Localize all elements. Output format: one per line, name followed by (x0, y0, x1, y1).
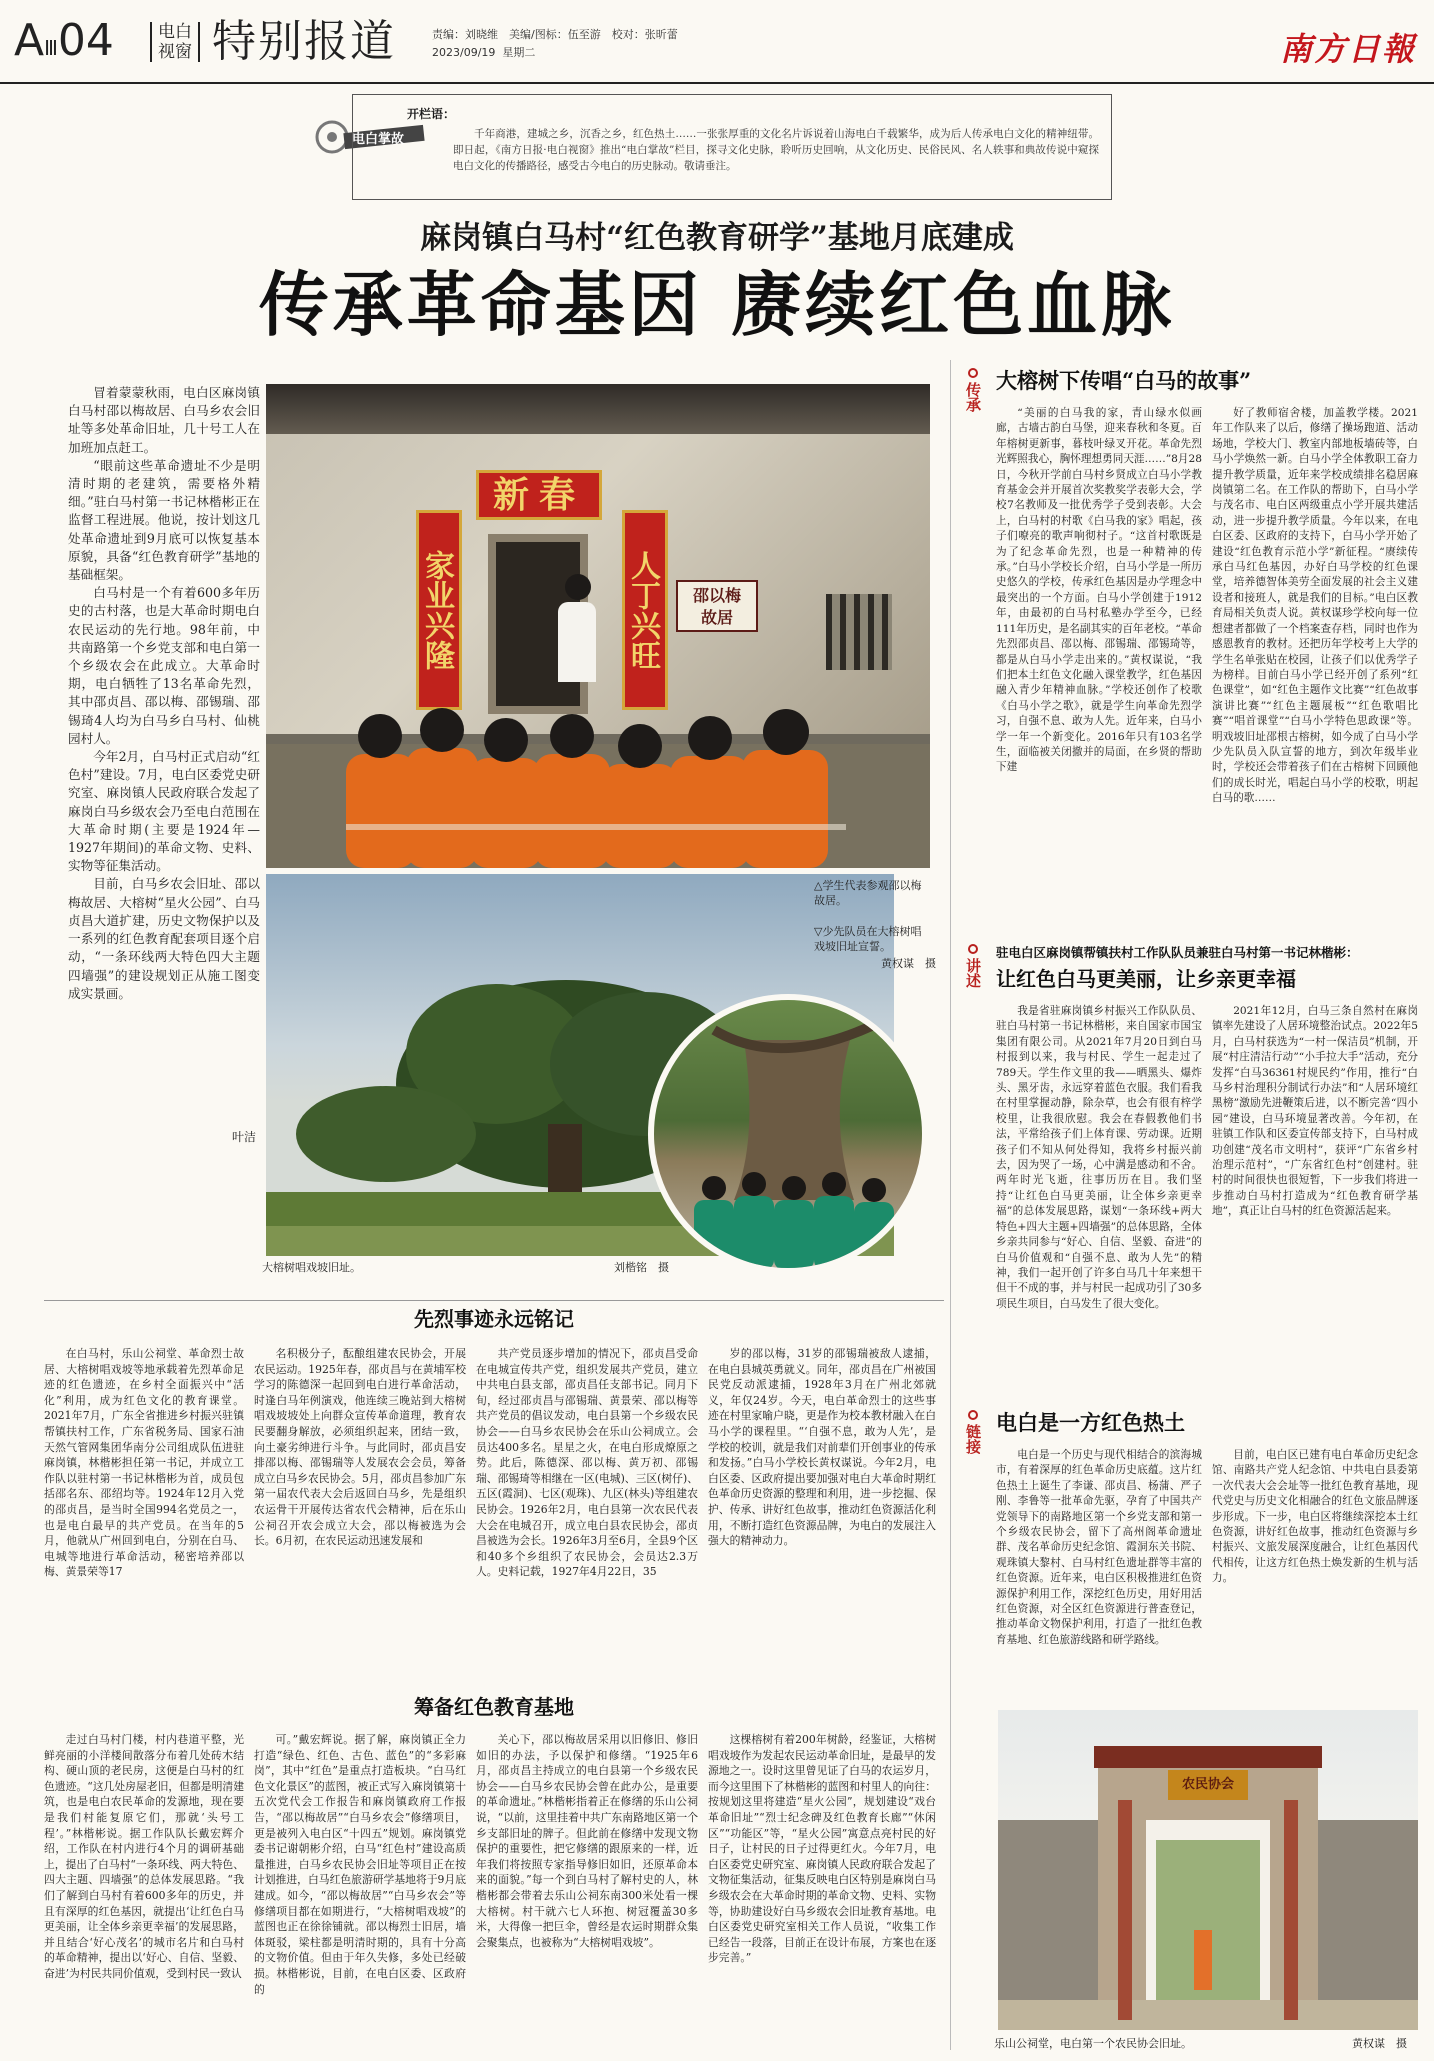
section2-title: 先烈事迹永远铭记 (414, 1307, 574, 1331)
lead-paragraph: 白马村是一个有着600多年历史的古村落，也是大革命时期电白农民运动的先行地。98年前，中共南路第一个乡党支部和电白第一个乡级农会在此成立。大革命时期，电白牺牲了13名革命先烈，其中邵贞昌、邵以梅、邵锡瑞、邵锡琦4人均为白马乡白马村、仙桃园村人。 (68, 585, 260, 746)
right-mid-col2: 2021年12月，白马三条自然村在麻岗镇率先建设了人居环境整治试点。2022年5月，白马村获选为“一村一保洁员”机制，开展“村庄清洁行动”“小手拉大手”活动，充分发挥“白马36361村规民约”作用，推行“白马乡村治理积分制试行办法”和“人居环境红黑榜”激励先进鞭策后进，以不断完善“四小园”建设，白马环境显著改善。今年初，在驻镇工作队和区委宣传部支持下，白马村成功创建“茂名市文明村”，获评“广东省乡村治理示范村”，“广东省红色村”创建村。驻村的时间很快也很短暂，下一步我们将进一步推动白马村打造成为“红色教育研学基地”，真正让白马村的红色资源活起来。 (1212, 1005, 1418, 1218)
page-number (14, 16, 114, 73)
caption-top-2: ▽少先队员在大榕树唱戏坡旧址宣誓。 (814, 925, 922, 953)
couplet-right: 人丁兴旺 (622, 510, 668, 710)
caption-gate: 乐山公祠堂，电白第一个农民协会旧址。 (994, 2037, 1192, 2050)
masthead-logo: 南方日報 (1279, 30, 1416, 68)
section3-col1: 走过白马村门楼，村内巷道平整，光鲜亮丽的小洋楼间散落分布着几处砖木结构、硬山顶的老民房，这便是白马村的红色遗迹。“这几处房屋老旧，但都是明清建筑，也是电白农民革命的发源地，现在要是我们村能复原它们，那就‘头号工程’。”林楷彬说。据工作队队长戴宏辉介绍，工作队在村内进行4个月的调研基础上，提出了白马村“一条环线、两大特色、四大主题、四墙强”的总体发展思路。“我们了解到白马村有着600多年的历史，并且有深厚的红色基因，就提出‘让红色白马更美丽，让全体乡亲更幸福’的发展思路，并且结合‘好心茂名’的城市名片和白马村的革命精神，提出以‘好心、自信、坚毅、奋进’为村民共同价值观，受到村民一致认 (44, 1733, 244, 1980)
page-roman: Ⅲ (44, 36, 58, 60)
tag-dot-icon (968, 1410, 978, 1420)
section-small-label (150, 22, 200, 62)
pioneers-illustration (654, 1000, 928, 1274)
photo-ancestral-hall (998, 1710, 1418, 2030)
caption-gate-credit: 黄权谋 摄 (1352, 2037, 1407, 2050)
right-mid-kicker: 驻电白区麻岗镇帮镇扶村工作队队员兼驻白马村第一书记林楷彬： (996, 945, 1359, 960)
side-tag-inherit (962, 368, 984, 412)
page-letter: A (14, 15, 45, 66)
section-divider (44, 1300, 944, 1301)
section-title: 特别报道 (212, 16, 396, 67)
photo-students (346, 684, 846, 868)
column-rule (950, 360, 951, 2050)
students-illustration (346, 684, 846, 868)
right-top-col2: 好了教师宿舍楼，加盖教学楼。2021年工作队来了以后，修缮了操场跑道、活动场地，学校大门、教室内部地板墙砖等，白马小学焕然一新。白马小学全体教职工奋力提升教学质量，近年来学校成绩排名稳居麻岗镇第二名。在工作队的帮助下，白马小学与茂名市、电白区两级重点小学开展共建活动，进一步提升教学质量。今年以来，在电白区委、区政府的支持下，白马小学开始了建设“红色教育示范小学”新征程。“赓续传承白马红色基因，办好白马学校的红色课堂，培养德智体美劳全面发展的社会主义建设者和接班人，就是我们的目标。”电白区教育局相关负责人说。黄权谋珍学校向每一位想建者都做了一个档案查存档，同时也作为感恩教育的教材。还把历年学校考上大学的学生名单张贴在校园，让孩子们以优秀学子为榜样。目前白马小学已经开创了系列“红色课堂”，如“红色主题作文比赛”“红色故事演讲比赛”“红色主题展板”“红色歌唱比赛”“唱首课堂”“白马小学特色思政课”等。明戏坡旧址邵根古榕树，如今成了白马小学少先队员入队宣誓的地方，到次年级毕业时，学校还会带着孩子们在古榕树下回顾他们的成长时光，唱起白马小学的校歌，明起白马的歌…… (1212, 407, 1418, 805)
plaque-line-1: 邵以梅 (692, 586, 741, 605)
right-low-col2: 目前，电白区已建有电白革命历史纪念馆、南路共产党人纪念馆、中共电白县委第一次代表大会会址等一批红色教育基地，现代党史与历史文化相融合的红色文旅品牌逐步形成。下一步，电白区将继续深挖本土红色资源，讲好红色故事，推动红色资源与乡村振兴、文旅发展深度融合，让红色基因代代相传，让这方红色热土焕发新的生机与活力。 (1212, 1449, 1418, 1585)
section2-col4: 岁的邵以梅，31岁的邵锡瑞被敌人逮捕，在电白县城英勇就义。同年，邵贞昌在广州被国民党反动派逮捕，1928年3月在广州北郊就义，年仅24岁。今天，电白革命烈士的这些事迹在村里家喻户晓，更是作为校本教材融入在白马小学的课程里。“‘自强不息，敢为人先’，是学校的校训，就是我们对前辈们开创事业的传承和发扬。”白马小学校长黄权谋说。今年2月，电白区委、区政府提出要加强对电白大革命时期红色革命历史资源的整理和利用，进一步挖掘、保护、传承、讲好红色故事，推动红色资源活化利用，不断打造红色资源品牌，为电白的发展注入强大的精神动力。 (708, 1347, 936, 1548)
preface-label: 开栏语： (407, 107, 456, 121)
gate-sign: 农民协会 (1181, 1777, 1234, 1792)
page-header (0, 0, 1434, 84)
lead-paragraph: 冒着蒙蒙秋雨，电白区麻岗镇白马村邵以梅故居、白马乡农会旧址等多处革命旧址，几十号工人在加班加点赶工。 (68, 385, 260, 455)
tag-dot-icon (968, 368, 978, 378)
plaque (676, 580, 758, 632)
right-low-title: 电白是一方红色热土 (996, 1410, 1185, 1435)
tag-dot-icon (968, 944, 978, 954)
right-top-title: 大榕树下传唱“白马的故事” (996, 368, 1252, 393)
section3-col4: 这棵榕树有着200年树龄，经鉴证，大榕树唱戏坡作为发起农民运动革命旧址，是最早的发源地之一。设时这里曾见证了白马的农运岁月，而今这里围下了林楷彬的蓝图和村里人的向往：按规划这里将建造“星火公园”，规划建设“戏台革命旧址”“烈士纪念碑及红色教育长廊”“休闲区”“功能区”等，“星火公园”寓意点亮村民的好日子，让村民的日子过得更红火。今年7月，电白区委党史研究室、麻岗镇人民政府联合发起了文物征集活动，征集反映电白区特别是麻岗白马乡级农会在大革命时期的革命文物、史料、实物等，协助建设好白马乡级农会旧址教育基地。电白区委党史研究室相关工作人员说，“收集工作已经告一段落，目前正在设计布展，方案也在逐步完善。” (708, 1733, 936, 1965)
page-digits: 04 (57, 15, 114, 66)
section-small-2: 视窗 (158, 42, 192, 62)
right-top-col1: “美丽的白马我的家，青山绿水似画廊，古墙古韵白马堡，迎来春秋和冬夏。百年榕树更新事，暮枝叶绿叉开花。革命先烈光辉照我心，胸怀理想勇同天涯……”8月28日，今秋开学前白马村乡贤成立白马小学教育基金会并开展首次奖教奖学表彰大会，学校7名教师及一批优秀学子受到表彰。大会上，白马村的村歌《白马我的家》唱起，孩子们嘹亮的歌声响彻村子。“这首村歌既是为了纪念革命先烈，也是一种精神的传承。”白马小学校长介绍，白马小学是一所历史悠久的学校，传承红色基因是办学理念中最突出的一个方面。白马小学创建于1912年，由最初的白马村私塾办学至今，已经111年历史，是名副其实的百年老校。“革命先烈邵贞昌、邵以梅、邵锡瑞、邵锡琦等，都是从白马小学走出来的。”黄权谋说，“我们把本土红色文化融入课堂教学，红色基因融入青少年精神血脉。”学校还创作了校歌《白马小学之歌》，就是学生向革命先烈学习，自强不息、敢为人先。近年来，白马小学一年一个新变化。2016年只有103名学生，面临被关闭撤并的局面，在乡贤的帮助下建 (996, 407, 1202, 774)
plaque-line-2: 故居 (700, 608, 733, 627)
lead-article-body (68, 384, 260, 1144)
editor-line: 责编：刘晓维 美编/图标：伍至游 校对：张昕蕾 (432, 28, 678, 41)
section2-col3: 共产党员逐步增加的情况下，邵贞昌受命在电城宣传共产党，组织发展共产党员，建立中共电白县支部，邵贞昌任支部书记。同月下旬，经过邵贞昌与邵锡瑞、黄景荣、邵以梅等共产党员的倡议发动，电白县第一个乡级农民协会——白马乡农民协会在乐山公祠成立。会员达400多名。星星之火，在电白形成燎原之势。此后，陈德深、邵以梅、黄万初、邵锡瑞、邵锡琦等相继在一区(电城)、三区(树仔)、五区(霞洞)、七区(观珠)、九区(林头)等组建农民协会。1926年2月，电白县第一次农民代表大会在电城召开，成立电白县农民协会，邵贞昌被选为会长。1926年3月至6月，全县9个区和40多个乡组织了农民协会，会员达2.3万人。史料记载，1927年4月22日，35 (476, 1347, 698, 1579)
lead-paragraph: “眼前这些革命遗址不少是明清时期的老建筑，需要格外精细。”驻白马村第一书记林楷彬正在监督工程进展。他说，按计划这几处革命遗址到9月底可以恢复基本原貌，具备“红色教育研学”基地的基础框架。 (68, 457, 260, 583)
section2-col1: 在白马村，乐山公祠堂、革命烈士故居、大榕树唱戏坡等地承载着先烈革命足迹的红色遗迹，在乡村全面振兴中“活化”利用，成为红色文化的教育课堂。2021年7月，广东全省推进乡村振兴驻镇帮镇扶村工作，广东省税务局、国家石油天然气管网集团华南分公司组成队伍进驻麻岗镇，林楷彬担任第一书记，并成立工作队以驻村第一书记林楷彬为首，成员包括邵名东、邵绍均等。1924年12月入党的邵贞昌，是当时全国994名党员之一，也是电白最早的共产党员。在当年的5月，他就从广州回到电白，分别在白马、电城等地进行革命活动，秘密培养邵以梅、黄景荣等17 (44, 1347, 244, 1579)
lead-paragraph: 目前，白马乡农会旧址、邵以梅故居、大榕树“星火公园”、白马贞昌大道扩建，历史文物保护以及一系列的红色教育配套项目逐个启动，“一条环线两大特色四大主题四墙强”的建设规划正从施工图变成实景画。 (68, 876, 260, 1001)
side-tag-link (962, 1410, 984, 1454)
main-headline: 传承革命基因 赓续红色血脉 (258, 264, 1176, 346)
section3-col3: 关心下，邵以梅故居采用以旧修旧、修旧如旧的办法，予以保护和修缮。“1925年6月，邵贞昌主持成立的电白县第一个乡级农民协会——白马乡农民协会曾在此办公，是重要的革命遗址。”林楷彬指着正在修缮的乐山公祠说，“以前，这里挂着中共广东南路地区第一个乡支部旧址的牌子。但此前在修缮中发现文物保护的重要性，把它修缮的跟原来的一样，近年我们将按照专家指导修旧如旧，还原革命本来的面貌。”每一个到白马村了解村史的人，林楷彬都会带着去乐山公祠东南300米处看一棵大榕树。村干就六七人环抱、树冠覆盖30多米，大得像一把巨伞，曾经是农运时期群众集会聚集点，也被称为“大榕树唱戏坡”。 (476, 1733, 698, 1949)
section2-col2: 名积极分子，酝酿组建农民协会，开展农民运动。1925年春，邵贞昌与在黄埔军校学习的陈德深一起回到电白进行革命活动，时逢白马年例演戏，他连续三晚站到大榕树唱戏坡坡处上向群众宣传革命道理，教育农民要翻身解放，必须组织起来，团结一致，向土豪劣绅进行斗争。与此同时，邵贞昌安排邵以梅、邵锡瑞等人发展农会会员，筹备成立白马乡农民协会。5月，邵贞昌参加广东第一届农代表大会后返回白马乡，先是组织农运骨干开展传达省农代会精神，后在乐山公祠召开农会成立大会，邵以梅被选为会长。6月初，在农民运动迅速发展和 (254, 1347, 466, 1548)
side-tag-narrate (962, 944, 984, 988)
photo-pioneers-oath (648, 994, 928, 1274)
guide-figure (558, 574, 598, 694)
caption-tree-label: 大榕树唱戏坡旧址。 (262, 1261, 361, 1274)
lead-paragraph: 今年2月，白马村正式启动“红色村”建设。7月，电白区委党史研究室、麻岗镇人民政府联合发起了麻岗白马乡级农会乃至电白范围在大革命时期(主要是1924年—1927年期间)的革命文物、史料、实物等征集活动。 (68, 749, 260, 874)
right-mid-col1: 我是省驻麻岗镇乡村振兴工作队队员、驻白马村第一书记林楷彬，来自国家市国宝集团有限公司。从2021年7月20日到白马村报到以来，我与村民、学生一起走过了789天。学生作文里的我——晒黑头、爆炸头、黑牙齿，永远穿着蓝色衣服。我们看我在村里掌握动静，除杂草，也会有很有梓学校里，让我很欣慰。我会在春假教他们书法，平常给孩子们上体育课、劳动课。近期孩子们不知从何处得知，我将乡村振兴前去，因为哭了一场，心中满是感动和不舍。两年时光飞逝，往事历历在目。我们坚持“让红色白马更美丽，让全体乡亲更幸福”的总体发展思路，谋划“一条环线+两大特色+四大主题+四墙强”的总体思路，全体乡亲共同参与“好心、自信、坚毅、奋进”的白马价值观和“自强不息、敢为人先”的精神，我们一起开创了许多白马几十年来想干但干不成的事，并与村民一起成功引了30多项民生项目，白马发生了很大变化。 (996, 1005, 1202, 1310)
caption-top-1: △学生代表参观邵以梅故居。 (814, 879, 922, 907)
caption-tree-credit: 刘楷铭 摄 (614, 1261, 669, 1274)
caption-top-credit: 黄权谋 摄 (881, 957, 936, 970)
couplet-left: 家业兴隆 (416, 510, 462, 710)
right-mid-title: 让红色白马更美丽，让乡亲更幸福 (996, 967, 1296, 991)
section3-col2: 可。”戴宏辉说。据了解，麻岗镇正全力打造“绿色、红色、古色、蓝色”的“多彩麻岗”，其中“红色”是重点打造板块。“白马红色文化景区”的蓝图，被正式写入麻岗镇第十五次党代会工作报告和麻岗镇政府工作报告，“邵以梅故居”“白马乡农会”修缮项目，更是被列入电白区“十四五”规划。麻岗镇党委书记谢朝彬介绍，白马“红色村”建设高质量推进，白马乡农民协会旧址等项目正在按计划推进，白马红色旅游研学基地将于9月底建成。如今，“邵以梅故居”“白马乡农会”等修缮项目都在如期进行，“大榕树唱戏坡”的蓝图也正在徐徐铺就。邵以梅烈士旧居，墙体斑驳，梁柱都是明清时期的，具有十分高的文物价值。但由于年久失修，多处已经破损。林楷彬说，目前，在电白区委、区政府的 (254, 1733, 466, 1996)
date-line (432, 44, 535, 60)
couplet-top: 新春 (476, 470, 602, 520)
lead-article (68, 384, 260, 1168)
right-low-col1: 电白是一个历史与现代相结合的滨海城市，有着深厚的红色革命历史底蕴。这片红色热土上诞生了李谦、邵贞昌、杨蒲、严子刚、李鲁等一批革命先驱，孕育了中国共产党领导下的南路地区第一个乡党支部和第一个乡级农民协会，留下了高州阁革命遗址群、茂名革命历史纪念馆、霞洞东关书院、观珠镇大黎村、白马村红色遗址群等丰富的红色资源。近年来，电白区积极推进红色资源保护利用工作，深挖红色历史，用好用活红色资源，对全区红色资源进行普查登记，推动革命文物保护利用，打造了一批红色教育基地、红色旅游线路和研学路线。 (996, 1449, 1202, 1646)
preface-text: 千年商港，建城之乡，沉香之乡，红色热土……一张张厚重的文化名片诉说着山海电白千载繁华，成为后人传承电白文化的精神纽带。即日起，《南方日报·电白视窗》推出“电白掌故”栏目，探寻文化史脉，聆听历史回响，从文化历史、民俗民风、名人轶事和典故传说中窥探电白文化的传播路径，感受古今电白的历史脉动。敬请垂注。 (453, 128, 1099, 172)
tag-text: 讲述 (964, 958, 982, 988)
lead-byline: 叶洁 (231, 1130, 256, 1144)
weekday: 星期二 (502, 46, 536, 59)
photo-window (826, 594, 892, 670)
ancestral-hall-illustration (998, 1710, 1418, 2030)
section-small-1: 电白 (158, 22, 192, 42)
tag-text: 传承 (964, 382, 982, 412)
date: 2023/09/19 (432, 46, 496, 59)
column-badge-label: 电白掌故 (352, 132, 405, 147)
preface-box (352, 94, 1112, 200)
kicker-headline: 麻岗镇白马村“红色教育研学”基地月底建成 (420, 220, 1014, 256)
photo-former-residence (266, 384, 930, 868)
section3-title: 筹备红色教育基地 (414, 1695, 574, 1719)
tag-text: 链接 (964, 1424, 982, 1454)
